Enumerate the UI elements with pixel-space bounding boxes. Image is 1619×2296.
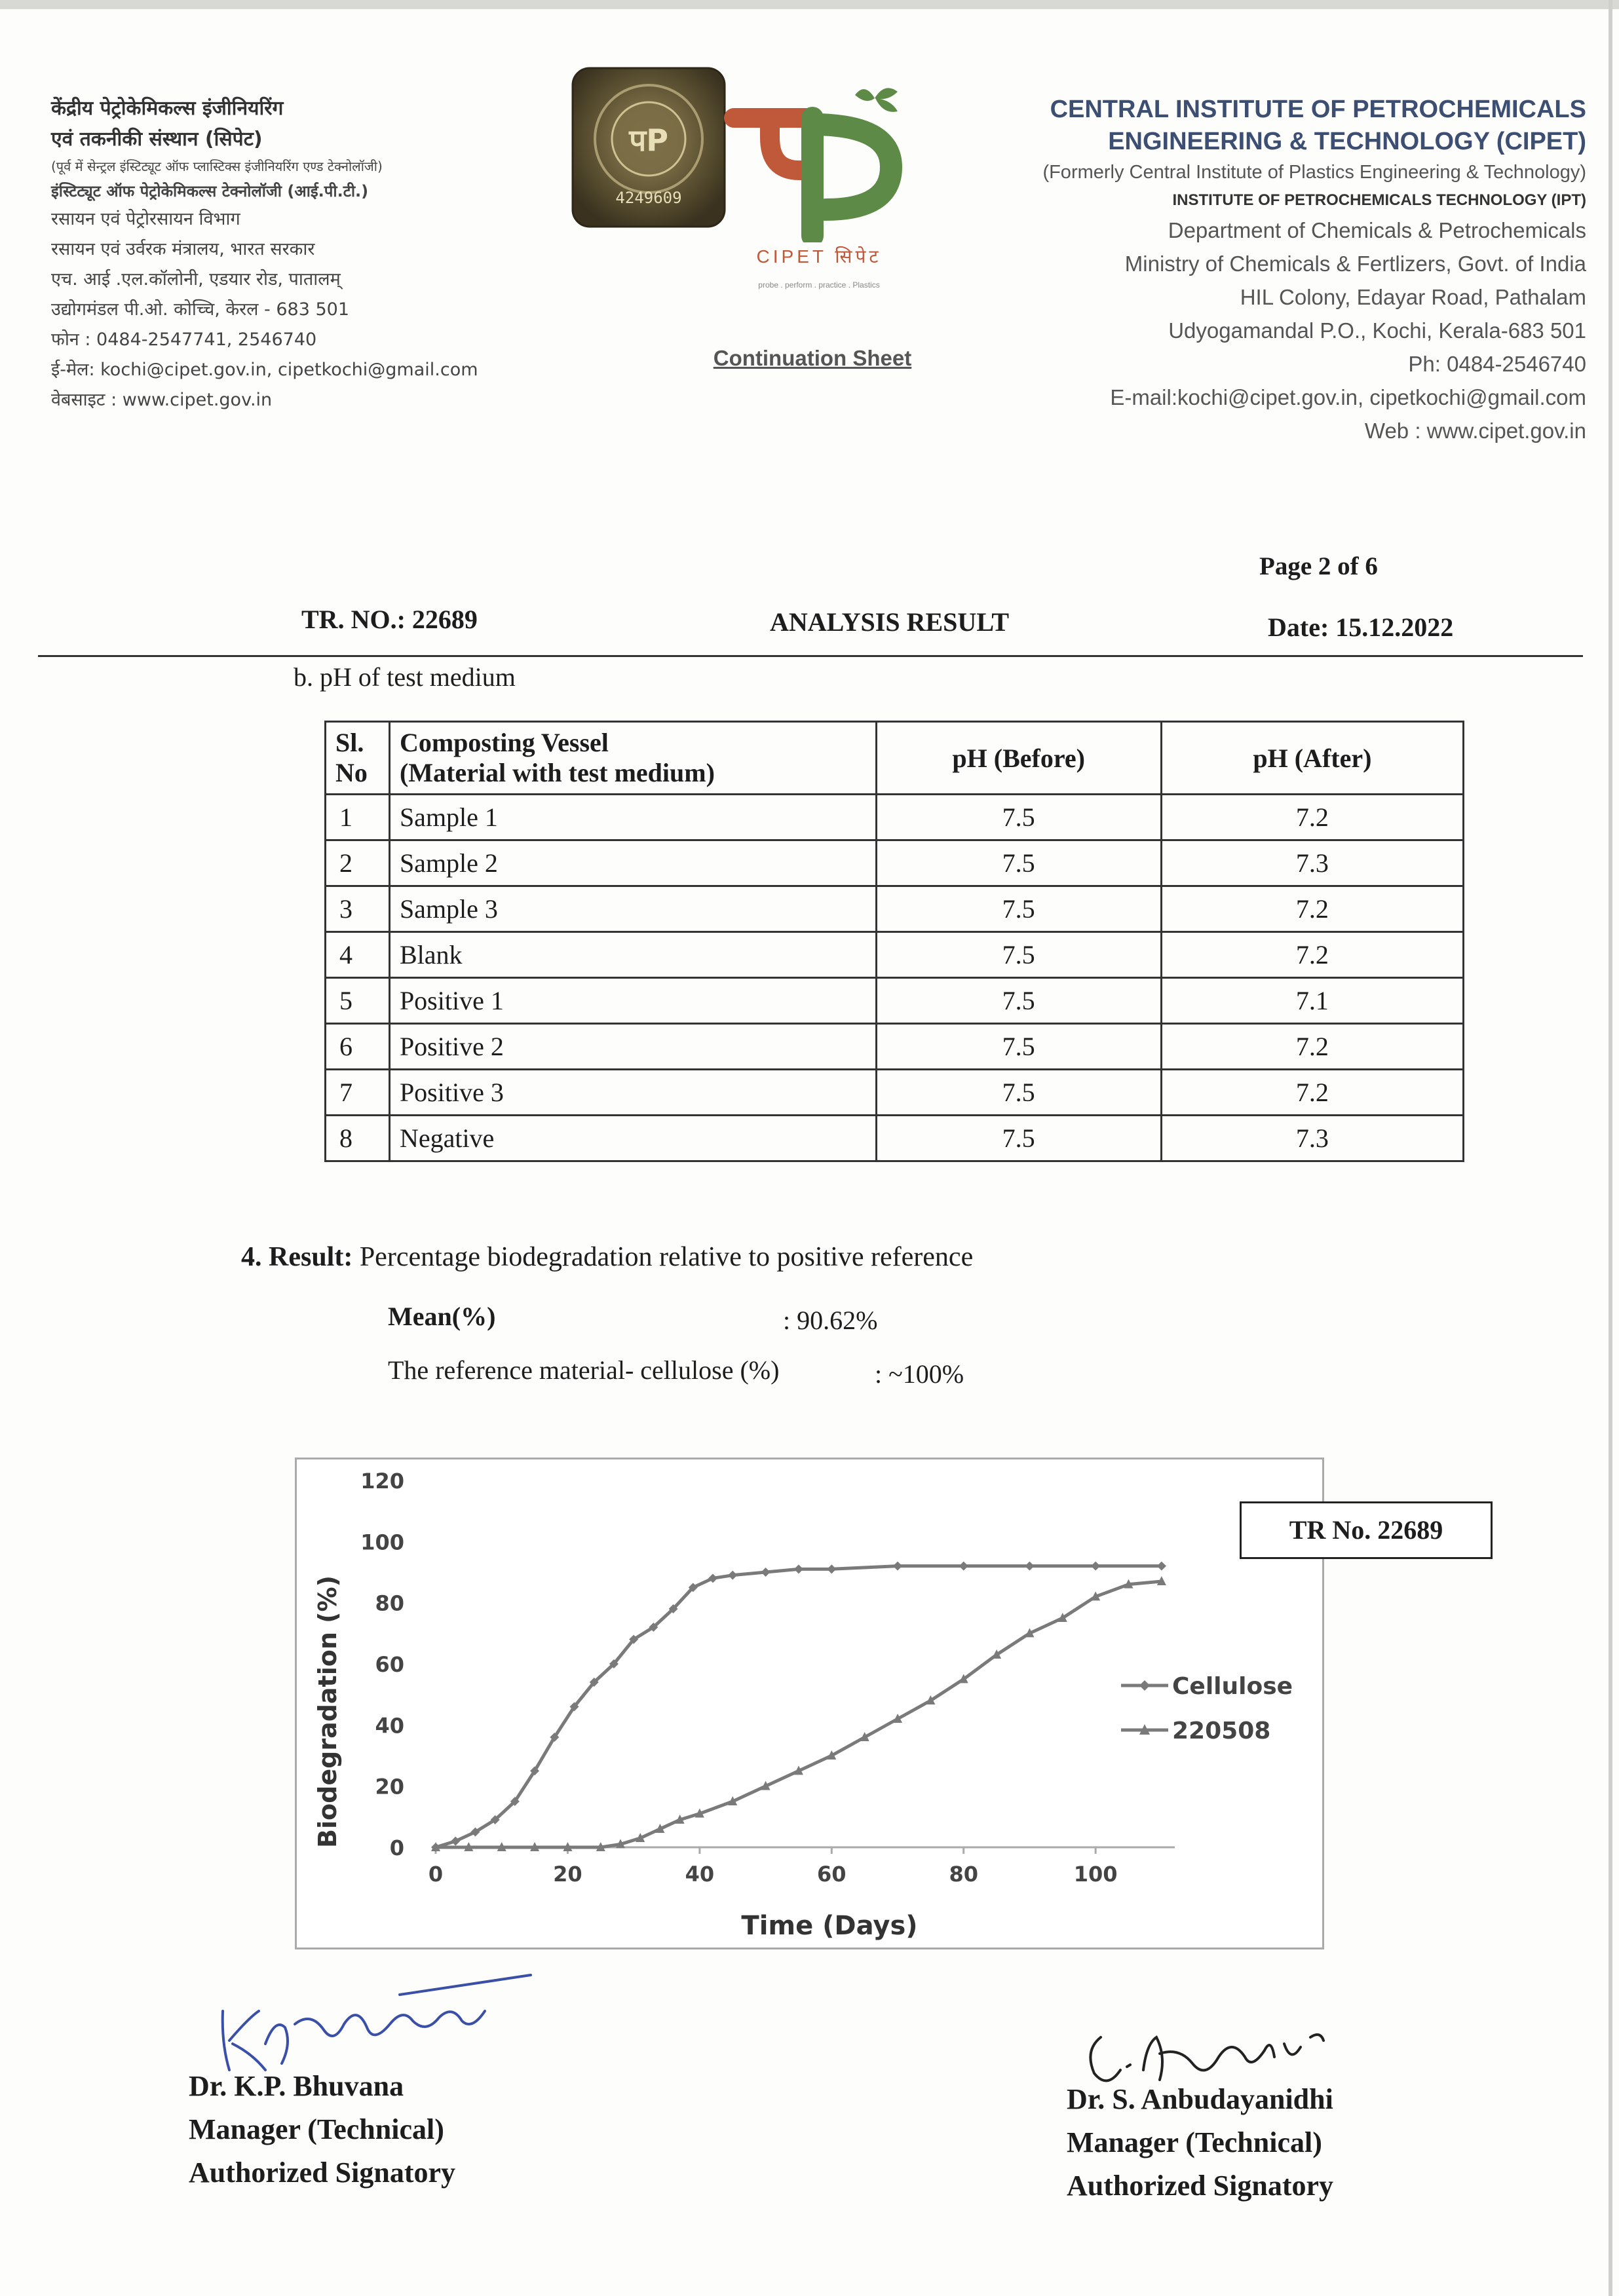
col-header-sl [326, 722, 390, 795]
header-right-phone: Ph: 0484-2546740 [1408, 352, 1586, 376]
result-text: Percentage biodegradation relative to positive reference [359, 1242, 974, 1272]
cell-sl: 2 [326, 840, 390, 886]
cell-ph-after: 7.3 [1161, 1116, 1463, 1161]
chart-y-tick-label: 80 [375, 1590, 404, 1616]
cell-vessel: Positive 3 [389, 1070, 876, 1116]
chart-point [794, 1564, 803, 1573]
cell-sl: 7 [326, 1070, 390, 1116]
col-header-vessel-line2: (Material with test medium) [399, 758, 715, 787]
header-left-line: रसायन एवं पेट्रोरसायन विभाग [51, 209, 240, 229]
mean-value: : 90.62% [783, 1306, 878, 1335]
chart-legend-marker [1139, 1680, 1150, 1691]
result-line [241, 1241, 973, 1273]
cell-vessel: Negative [389, 1116, 876, 1161]
signatory-left [189, 2065, 455, 2194]
cell-ph-before: 7.5 [876, 795, 1161, 840]
chart-x-tick-label: 20 [553, 1862, 582, 1887]
chart-point [1025, 1562, 1034, 1571]
cipet-logo-icon [721, 79, 917, 242]
chart-y-axis-label: Biodegradation (%) [313, 1575, 342, 1848]
col-header-ph-after: pH (After) [1161, 722, 1463, 795]
chart-x-tick-label: 100 [1073, 1862, 1118, 1887]
header-left-line: रसायन एवं उर्वरक मंत्रालय, भारत सरकार [51, 239, 315, 259]
page-number: Page 2 of 6 [1259, 552, 1378, 580]
signatory-right-role: Authorized Signatory [1067, 2170, 1333, 2202]
col-header-sl-line1: Sl. [335, 728, 364, 757]
header-left-line: फोन : 0484-2547741, 2546740 [51, 329, 317, 350]
table-row [326, 1024, 1464, 1070]
chart-legend [1121, 1673, 1293, 1744]
header-left-hindi [51, 93, 575, 415]
biodegradation-chart [295, 1458, 1324, 1949]
table-row [326, 795, 1464, 840]
tr-number-box: TR No. 22689 [1240, 1501, 1493, 1559]
cell-sl: 4 [326, 932, 390, 978]
header-right-line: HIL Colony, Edayar Road, Pathalam [1240, 285, 1586, 309]
seal-mark-text: पP [629, 122, 668, 158]
analysis-result-title: ANALYSIS RESULT [770, 607, 1009, 637]
header-right-email: E-mail:kochi@cipet.gov.in, cipetkochi@gmail.com [1110, 385, 1586, 409]
table-row [326, 978, 1464, 1024]
header-right-line: ENGINEERING & TECHNOLOGY (CIPET) [1108, 128, 1586, 155]
table-header-row [326, 722, 1464, 795]
scan-top-band [0, 0, 1619, 9]
chart-point [893, 1562, 902, 1571]
cipet-brand-text: CIPET सिपेट [756, 246, 882, 267]
ph-table [324, 721, 1464, 1162]
header-left-line: उद्योगमंडल पी.ओ. कोच्चि, केरल - 683 501 [51, 299, 350, 320]
header-left-line: एच. आई .एल.कॉलोनी, एडयार रोड, पातालम् [51, 269, 341, 290]
chart-y-tick-label: 60 [375, 1652, 404, 1677]
header-left-line: केंद्रीय पेट्रोकेमिकल्स इंजीनियरिंग [51, 97, 284, 120]
cell-ph-after: 7.1 [1161, 978, 1463, 1024]
cell-ph-after: 7.2 [1161, 1070, 1463, 1116]
header-right-line: Ministry of Chemicals & Fertlizers, Govt. of India [1124, 252, 1586, 276]
header-right-line: (Formerly Central Institute of Plastics Engineering & Technology) [1042, 162, 1586, 183]
mean-label: Mean(%) [388, 1302, 496, 1331]
cell-sl: 8 [326, 1116, 390, 1161]
cell-ph-after: 7.2 [1161, 795, 1463, 840]
header-divider [38, 655, 1583, 657]
cell-ph-before: 7.5 [876, 1116, 1161, 1161]
scan-right-edge [1609, 0, 1612, 2296]
chart-y-tick-label: 120 [360, 1469, 404, 1494]
chart-y-tick-label: 0 [389, 1835, 404, 1860]
chart-legend-label: 220508 [1172, 1718, 1271, 1744]
chart-x-tick-label: 60 [817, 1862, 847, 1887]
col-header-sl-line2: No [335, 758, 368, 787]
chart-series-line-sample [436, 1581, 1162, 1847]
reference-label: The reference material- cellulose (%) [388, 1355, 780, 1385]
cell-ph-before: 7.5 [876, 1070, 1161, 1116]
cell-ph-after: 7.2 [1161, 886, 1463, 932]
header-left-line: (पूर्व में सेन्ट्रल इंस्टिट्यूट ऑफ प्लास्टिक्स इंजीनियरिंग एण्ड टेक्नोलॉजी) [51, 159, 383, 174]
chart-x-tick-label: 80 [949, 1862, 978, 1887]
chart-x-tick-label: 0 [428, 1862, 444, 1887]
chart-y-tick-label: 100 [360, 1530, 404, 1555]
cipet-tagline: probe . perform . practice . Plastics [758, 280, 880, 290]
cell-ph-before: 7.5 [876, 932, 1161, 978]
col-header-vessel-line1: Composting Vessel [399, 728, 609, 757]
cell-sl: 5 [326, 978, 390, 1024]
chart-x-axis-label: Time (Days) [741, 1911, 918, 1941]
cell-sl: 6 [326, 1024, 390, 1070]
cell-vessel: Sample 2 [389, 840, 876, 886]
chart-point [728, 1571, 737, 1580]
chart-point [761, 1568, 771, 1577]
signatory-left-name: Dr. K.P. Bhuvana [189, 2070, 404, 2102]
continuation-sheet-label: Continuation Sheet [713, 346, 912, 370]
header-left-web: वेबसाइट : www.cipet.gov.in [51, 390, 273, 410]
section-b-heading: b. pH of test medium [294, 662, 516, 692]
cell-vessel: Blank [389, 932, 876, 978]
table-row [326, 840, 1464, 886]
chart-point [827, 1564, 836, 1573]
header-right-line: Department of Chemicals & Petrochemicals [1168, 218, 1586, 242]
seal-number-text: 4249609 [615, 189, 682, 207]
chart-axes [360, 1469, 1175, 1887]
cell-ph-before: 7.5 [876, 978, 1161, 1024]
cell-sl: 1 [326, 795, 390, 840]
table-row [326, 886, 1464, 932]
signatory-right-name: Dr. S. Anbudayanidhi [1067, 2083, 1333, 2115]
hologram-seal-icon [570, 66, 727, 229]
cell-vessel: Sample 3 [389, 886, 876, 932]
tr-number: TR. NO.: 22689 [301, 605, 478, 634]
header-right-line: Udyogamandal P.O., Kochi, Kerala-683 501 [1168, 318, 1586, 343]
header-right-web: Web : www.cipet.gov.in [1364, 419, 1586, 443]
cell-sl: 3 [326, 886, 390, 932]
cell-ph-before: 7.5 [876, 840, 1161, 886]
chart-point [1157, 1562, 1166, 1571]
cell-ph-after: 7.2 [1161, 932, 1463, 978]
table-row [326, 1070, 1464, 1116]
signatory-right-title: Manager (Technical) [1067, 2126, 1322, 2158]
header-left-line: एवं तकनीकी संस्थान (सिपेट) [51, 128, 263, 151]
col-header-ph-before: pH (Before) [876, 722, 1161, 795]
chart-point [959, 1562, 968, 1571]
cell-vessel: Sample 1 [389, 795, 876, 840]
chart-legend-label: Cellulose [1172, 1673, 1293, 1700]
chart-point [1091, 1562, 1100, 1571]
header-left-line: इंस्टिट्यूट ऑफ पेट्रोकेमिकल्स टेक्नोलॉजी (आई.पी.टी.) [51, 182, 369, 200]
cell-ph-after: 7.2 [1161, 1024, 1463, 1070]
chart-x-tick-label: 40 [685, 1862, 715, 1887]
cell-vessel: Positive 1 [389, 978, 876, 1024]
report-date: Date: 15.12.2022 [1268, 612, 1454, 642]
reference-value: : ~100% [875, 1359, 964, 1389]
signatory-left-role: Authorized Signatory [189, 2156, 455, 2189]
chart-series [431, 1562, 1166, 1852]
signatory-right [1067, 2078, 1333, 2208]
header-left-email: ई-मेल: kochi@cipet.gov.in, cipetkochi@gmail.com [51, 360, 478, 380]
cell-ph-after: 7.3 [1161, 840, 1463, 886]
cell-ph-before: 7.5 [876, 1024, 1161, 1070]
table-row [326, 1116, 1464, 1161]
result-heading: 4. Result: [241, 1242, 353, 1272]
chart-y-tick-label: 20 [375, 1774, 404, 1799]
chart-y-tick-label: 40 [375, 1713, 404, 1739]
header-right-line: INSTITUTE OF PETROCHEMICALS TECHNOLOGY (IPT) [1172, 191, 1586, 209]
header-right-english [931, 93, 1586, 447]
cell-ph-before: 7.5 [876, 886, 1161, 932]
table-row [326, 932, 1464, 978]
signatory-left-title: Manager (Technical) [189, 2113, 444, 2145]
cell-vessel: Positive 2 [389, 1024, 876, 1070]
col-header-vessel [389, 722, 876, 795]
header-right-line: CENTRAL INSTITUTE OF PETROCHEMICALS [1050, 96, 1586, 123]
chart-svg [297, 1459, 1322, 1948]
chart-series-line-cellulose [436, 1566, 1162, 1847]
